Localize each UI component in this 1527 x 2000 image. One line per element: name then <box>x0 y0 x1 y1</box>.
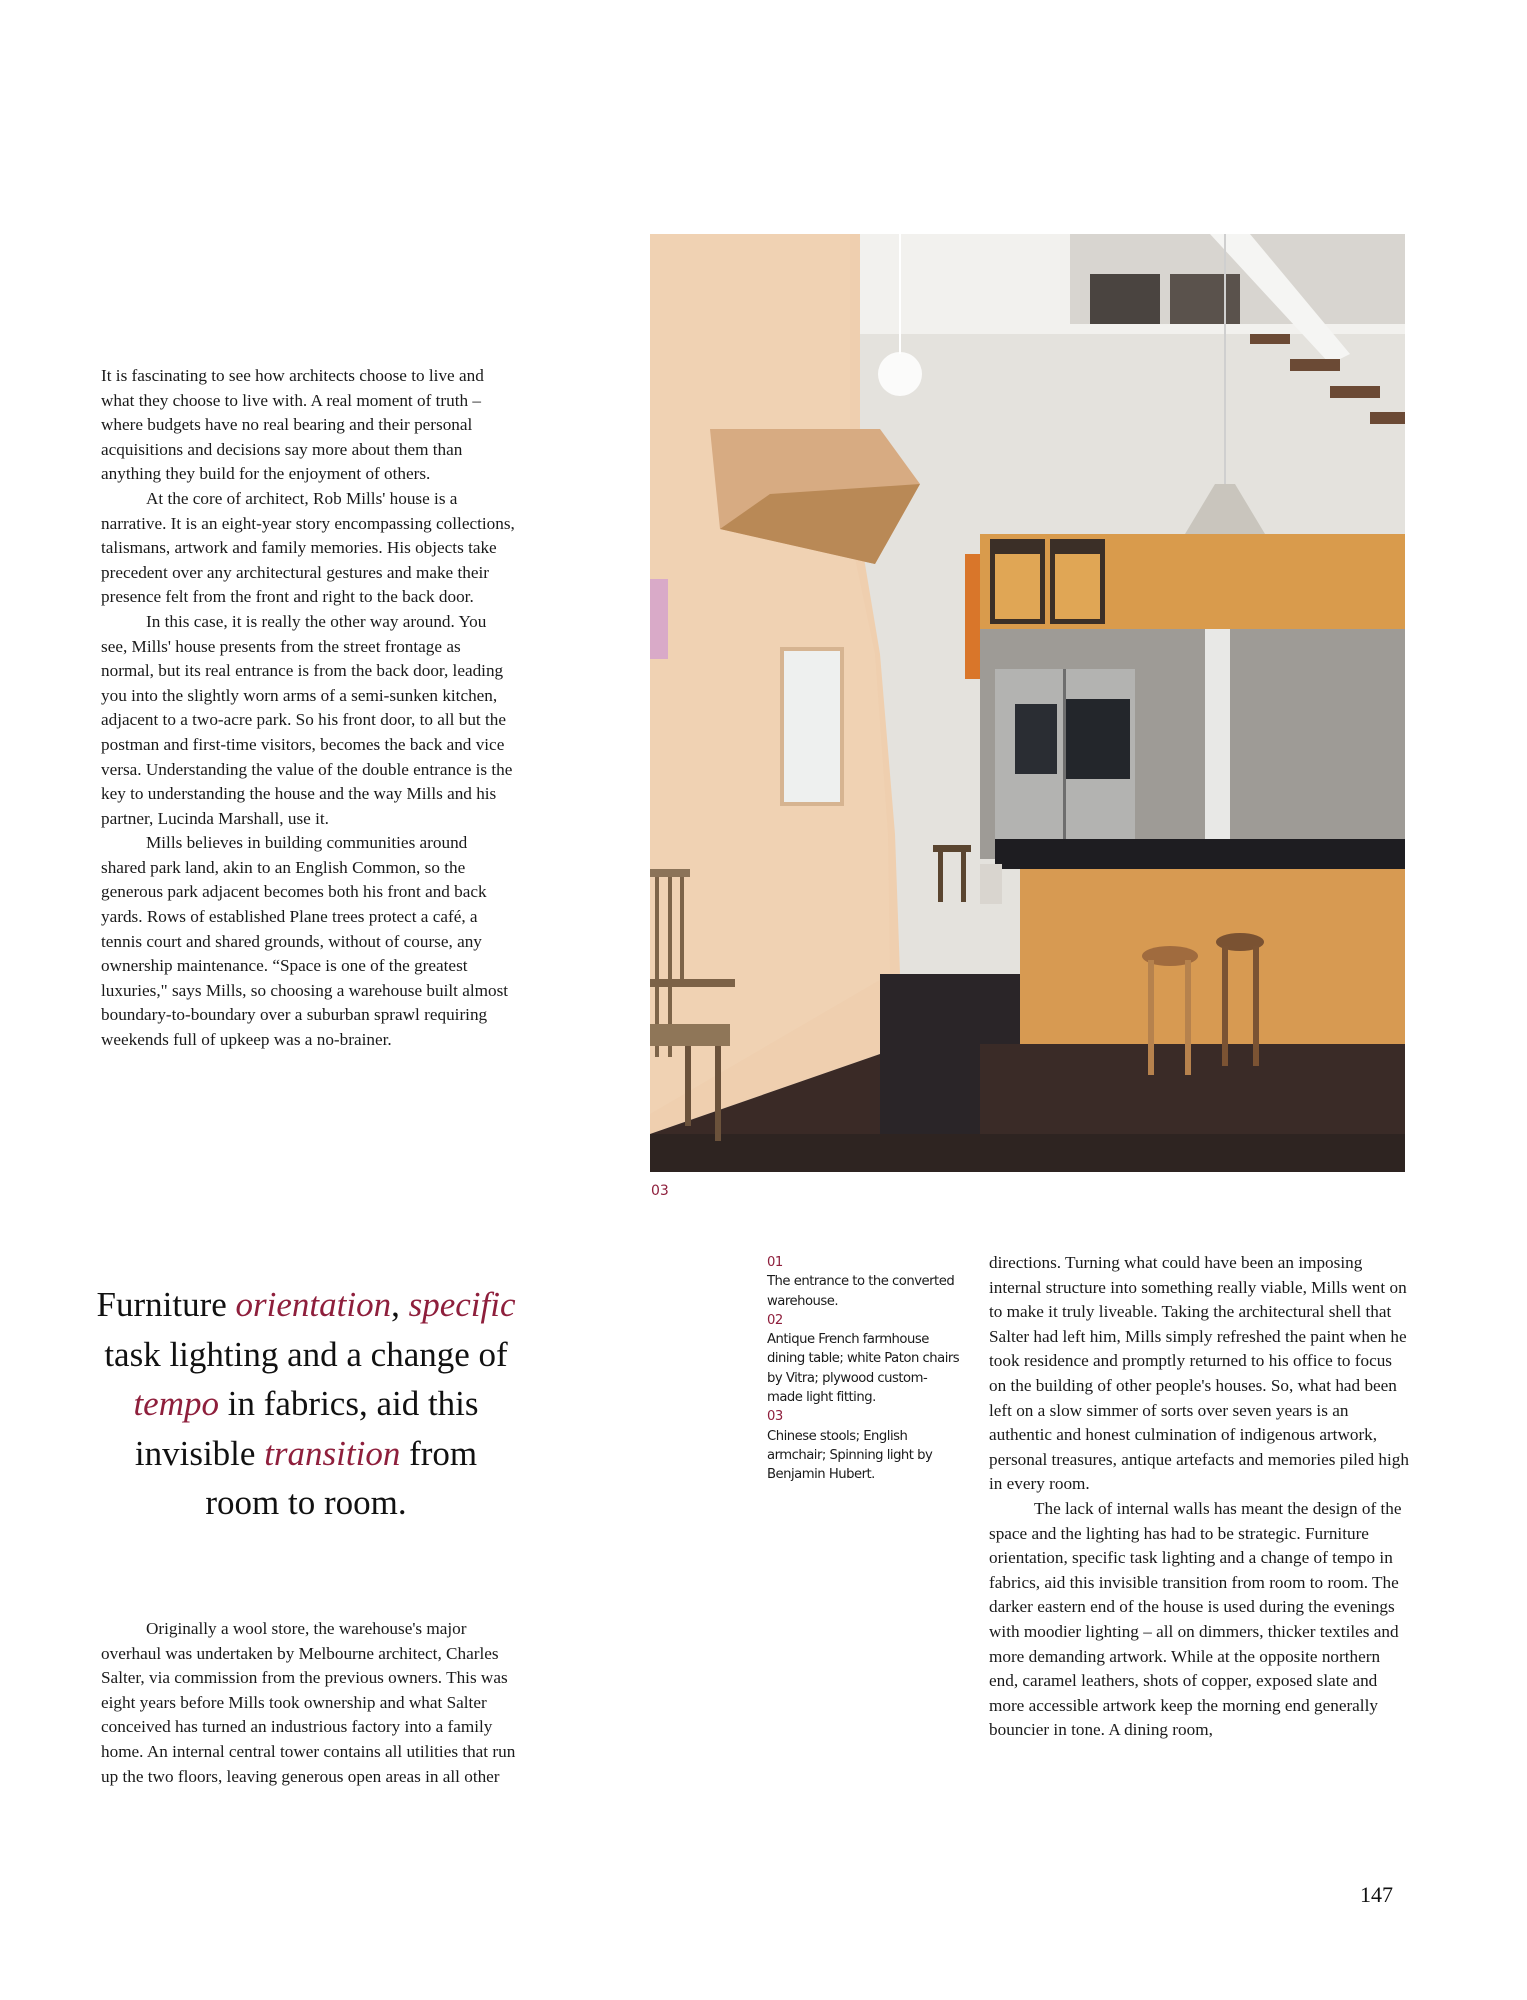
caption-number: 02 <box>767 1312 783 1328</box>
pull-quote-part: from room to room. <box>205 1433 478 1522</box>
pull-quote-part: in fabrics, aid this invisible <box>134 1384 479 1473</box>
page-number: 147 <box>1360 1882 1393 1907</box>
paragraph: directions. Turning what could have been an imposing internal structure into something really viable, Mills went on to make it truly liveable. Taking the architectural shell that Salter had left him, Mills simply refreshed the paint when he took residence and promptly returned to his office to focus on the building of other people's houses. So, what had been left on a slow simmer of sorts over seven years is an authentic and honest culmination of indigenous artwork, personal treasures, antique artefacts and memories piled high in every room. <box>989 1253 1409 1494</box>
paragraph: In this case, it is really the other way around. You see, Mills' house presents from the street frontage as normal, but its real entrance is from the back door, leading you into the slightly worn arms of a semi-sunken kitchen, adjacent to a two-acre park. So his front door, to all but the postman and first-time visitors, becomes the back and vice versa. Understanding the value of the double entrance is the key to understanding the house and the way Mills and his partner, Lucinda Marshall, use it. <box>101 611 513 828</box>
caption-text: Antique French farmhouse dining table; white Paton chairs by Vitra; plywood custom-made light fitting. <box>767 1332 960 1406</box>
pull-quote-accent: orientation <box>235 1285 392 1324</box>
article-column-left-top <box>101 364 516 1053</box>
caption-text: Chinese stools; English armchair; Spinning light by Benjamin Hubert. <box>767 1428 933 1483</box>
pull-quote-accent: tempo <box>133 1384 219 1423</box>
paragraph: Originally a wool store, the warehouse's major overhaul was undertaken by Melbourne architect, Charles Salter, via commission from the previous owners. This was eight years before Mills took ownership and what Salter conceived has turned an industrious factory into a family home. An internal central tower contains all utilities that run up the two floors, leaving generous open areas in all other <box>101 1619 516 1786</box>
photo-number: 03 <box>651 1183 669 1199</box>
interior-photo <box>650 234 1405 1172</box>
paragraph: It is fascinating to see how architects choose to live and what they choose to live with. A real moment of truth – where budgets have no real bearing and their personal acquisitions and decisions say more about them than anything they build for the enjoyment of others. <box>101 366 484 484</box>
caption-number: 03 <box>767 1409 783 1425</box>
paragraph: At the core of architect, Rob Mills' house is a narrative. It is an eight-year story encompassing collections, talismans, artwork and family memories. His objects take precedent over any architectural gestures and make their presence felt from the front and right to the back door. <box>101 488 515 607</box>
caption-text: The entrance to the converted warehouse. <box>767 1274 955 1309</box>
pull-quote <box>96 1280 516 1528</box>
kitchen-photo-illustration <box>650 234 1405 1172</box>
paragraph: The lack of internal walls has meant the design of the space and the lighting has had to be strategic. Furniture orientation, specific task lighting and a change of tempo in fabrics, aid this invisible transition from room to room. The darker eastern end of the house is used during the evenings with moodier lighting – all on dimmers, thicker textiles and more demanding artwork. While at the opposite northern end, caramel leathers, shots of copper, exposed slate and more accessible artwork keep the morning end generally bouncier in tone. A dining room, <box>989 1498 1402 1740</box>
pull-quote-accent: transition <box>264 1433 401 1473</box>
pull-quote-part: Furniture <box>96 1285 236 1324</box>
pull-quote-accent: specific <box>408 1285 516 1324</box>
paragraph: Mills believes in building communities around shared park land, akin to an English Common, so the generous park adjacent becomes both his front and back yards. Rows of established Plane trees protect a café, a tennis court and shared grounds, without of course, any ownership maintenance. “Space is one of the greatest luxuries," says Mills, so choosing a warehouse built almost boundary-to-boundary over a suburban sprawl requiring weekends full of upkeep was a no-brainer. <box>101 833 509 1050</box>
photo-captions <box>767 1253 962 1485</box>
pull-quote-part: task lighting and a change of <box>104 1334 508 1374</box>
pull-quote-part: , <box>391 1285 409 1324</box>
article-column-left-bottom <box>101 1617 516 1789</box>
article-column-right <box>989 1251 1409 1743</box>
caption-number: 01 <box>767 1255 783 1270</box>
